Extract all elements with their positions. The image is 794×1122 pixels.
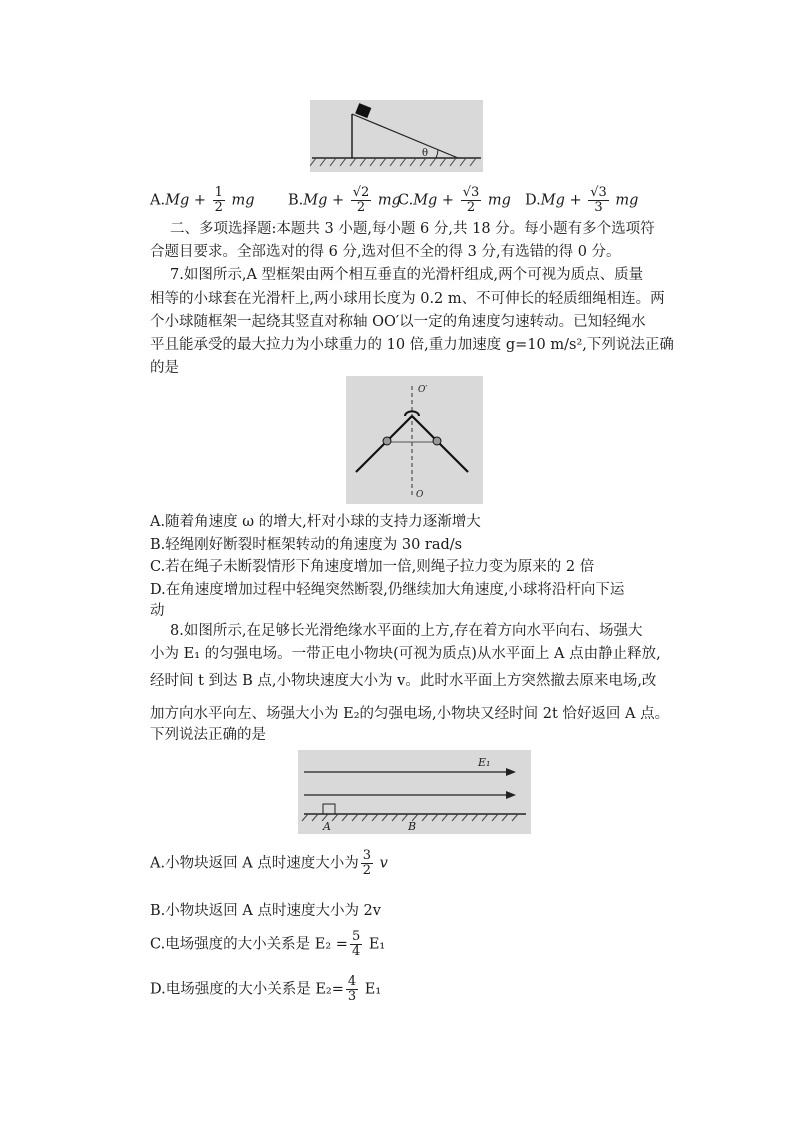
q7-stem-line-3: 个小球随框架一起绕其竖直对称轴 OO′以一定的角速度匀速转动。已知轻绳水 [150,314,646,330]
fraction [588,186,609,215]
a-frame-figure [346,376,483,504]
option-letter: C. [398,192,414,209]
option-text: D.电场强度的大小关系是 E₂= [150,981,344,998]
q8-option-b [150,899,381,920]
q6-option-b [288,186,401,215]
numerator: 4 [347,974,357,989]
q8-stem-line-2: 小为 E₁ 的匀强电场。一带正电小物块(可视为质点)从水平面上 A 点由静止释放, [150,646,661,662]
q7-option-c: C.若在绳子未断裂情形下角速度增加一倍,则绳子拉力变为原来的 2 倍 [150,559,595,575]
fraction [213,186,225,215]
ground-hatch [310,158,476,166]
q7-stem-line-5: 的是 [150,360,179,376]
q6-option-a [150,186,255,215]
q6-option-d [525,186,638,215]
q7-stem-line-1: 7.如图所示,A 型框架由两个相互垂直的光滑杆组成,两个可视为质点、质量 [170,267,644,283]
angle-arc [436,150,438,158]
numerator: 5 [351,929,361,944]
option-tail: v [375,855,388,872]
arrow-right-icon [506,791,516,799]
point-a-label: A [323,820,331,833]
option-tail: E₁ [364,936,386,953]
denominator: 3 [347,989,357,1004]
a-frame-diagram [346,376,483,504]
option-lead: Mg + [165,192,211,209]
section2-line-1: 二、多项选择题:本题共 3 小题,每小题 6 分,共 18 分。每小题有多个选项符 [170,221,655,237]
angle-label: θ [422,148,429,159]
option-tail: mg [483,192,511,209]
q7-option-a: A.随着角速度 ω 的增大,杆对小球的支持力逐渐增大 [150,514,481,530]
numerator: 3 [362,848,372,863]
option-text: C.电场强度的大小关系是 E₂ = [150,936,348,953]
denominator: 3 [594,200,603,215]
denominator: 2 [356,200,366,215]
q8-stem-line-3: 经时间 t 到达 B 点,小物块速度大小为 v。此时水平面上方突然撤去原来电场,改 [150,673,657,689]
q7-stem-line-2: 相等的小球套在光滑杆上,两小球用长度为 0.2 m、不可伸长的轻质细绳相连。两 [150,291,665,307]
incline-surface [352,114,458,158]
option-tail: E₁ [360,981,382,998]
section2-line-2: 合题目要求。全部选对的得 6 分,选对但不全的得 3 分,有选错的得 0 分。 [150,244,621,260]
option-text: B.小物块返回 A 点时速度大小为 2v [150,903,381,919]
denominator: 2 [362,863,372,878]
option-lead: Mg + [413,192,459,209]
fraction [350,930,362,959]
option-lead: Mg + [540,192,587,209]
option-tail: mg [373,192,401,209]
fraction [351,186,372,215]
q6-option-c [398,186,511,215]
left-ball [383,437,391,445]
incline-diagram [310,100,483,172]
q8-option-a [150,849,388,878]
q8-option-c [150,930,385,959]
fraction [346,975,358,1004]
arrow-right-icon [506,768,516,776]
option-tail: mg [610,192,639,209]
q8-option-d [150,975,381,1004]
axis-bottom-label: O [416,490,424,500]
axis-top-label: O′ [418,385,428,395]
fraction [361,849,373,878]
q7-stem-line-4: 平且能承受的最大拉力为小球重力的 10 倍,重力加速度 g=10 m/s²,下列说法正确 [150,337,674,353]
fraction [461,186,482,215]
numerator: √3 [590,185,607,200]
denominator: 2 [466,200,476,215]
incline-figure [310,100,483,172]
q7-option-d: D.在角速度增加过程中轻绳突然断裂,仍继续加大角速度,小球将沿杆向下运 [150,582,625,598]
option-letter: B. [288,192,304,209]
right-ball [433,437,441,445]
numerator: 1 [214,185,223,200]
q8-stem-line-1: 8.如图所示,在足够长光滑绝缘水平面的上方,存在着方向水平向右、场强大 [170,623,643,639]
point-b-label: B [408,820,417,833]
option-letter: D. [525,192,541,209]
field-diagram [298,750,531,834]
field-label: E₁ [478,756,491,769]
numerator: √3 [462,185,480,200]
denominator: 4 [351,944,361,959]
small-block [323,804,335,814]
option-letter: A. [150,192,166,209]
q7-option-b: B.轻绳刚好断裂时框架转动的角速度为 30 rad/s [150,537,463,553]
field-figure [298,750,531,834]
option-lead: Mg + [303,192,349,209]
option-text: A.小物块返回 A 点时速度大小为 [150,855,359,872]
q8-stem-line-5: 下列说法正确的是 [150,727,266,743]
option-tail: mg [226,192,255,209]
q8-stem-line-4: 加方向水平向左、场强大小为 E₂的匀强电场,小物块又经时间 2t 恰好返回 A 点。 [150,706,670,722]
numerator: √2 [352,185,370,200]
q7-option-d-cont: 动 [150,603,165,619]
denominator: 2 [214,200,223,215]
